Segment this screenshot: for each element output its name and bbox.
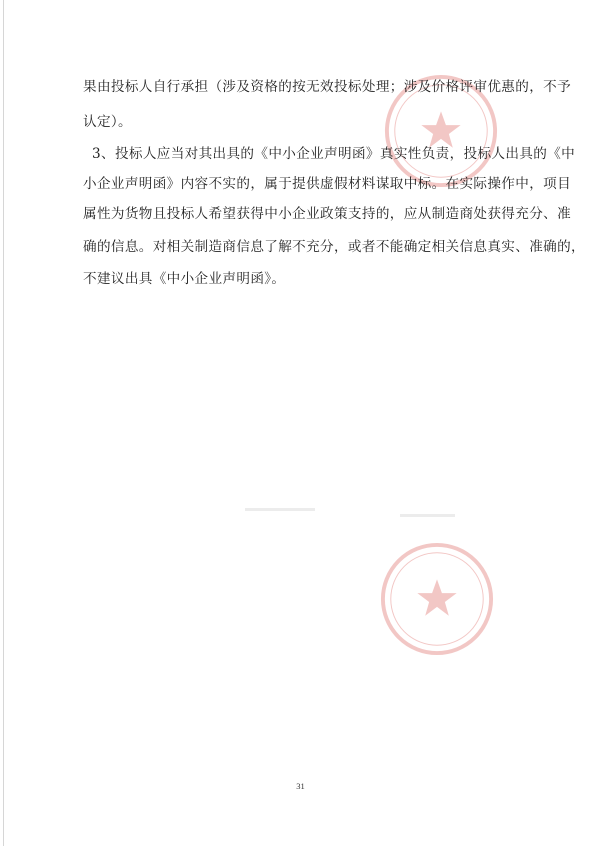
body-text-line: 果由投标人自行承担（涉及资格的按无效投标处理；涉及价格评审优惠的，不予	[83, 79, 572, 95]
scan-smudge	[245, 508, 315, 511]
body-text-line: 认定）。	[83, 114, 132, 130]
body-text-line: 确的信息。对相关制造商信息了解不充分，或者不能确定相关信息真实、准确的，	[83, 239, 585, 255]
page-edge-line	[3, 0, 4, 846]
page-number: 31	[296, 781, 305, 791]
body-text-line: 不建议出具《中小企业声明函》。	[83, 271, 286, 287]
body-text-line: 3、投标人应当对其出具的《中小企业声明函》真实性负责，投标人出具的《中	[92, 146, 576, 162]
scan-smudge	[400, 514, 455, 517]
body-text-line: 小企业声明函》内容不实的，属于提供虚假材料谋取中标。在实际操作中，项目	[83, 176, 572, 192]
company-seal-bottom	[378, 540, 496, 658]
body-text-line: 属性为货物且投标人希望获得中小企业政策支持的，应从制造商处获得充分、准	[83, 206, 572, 222]
